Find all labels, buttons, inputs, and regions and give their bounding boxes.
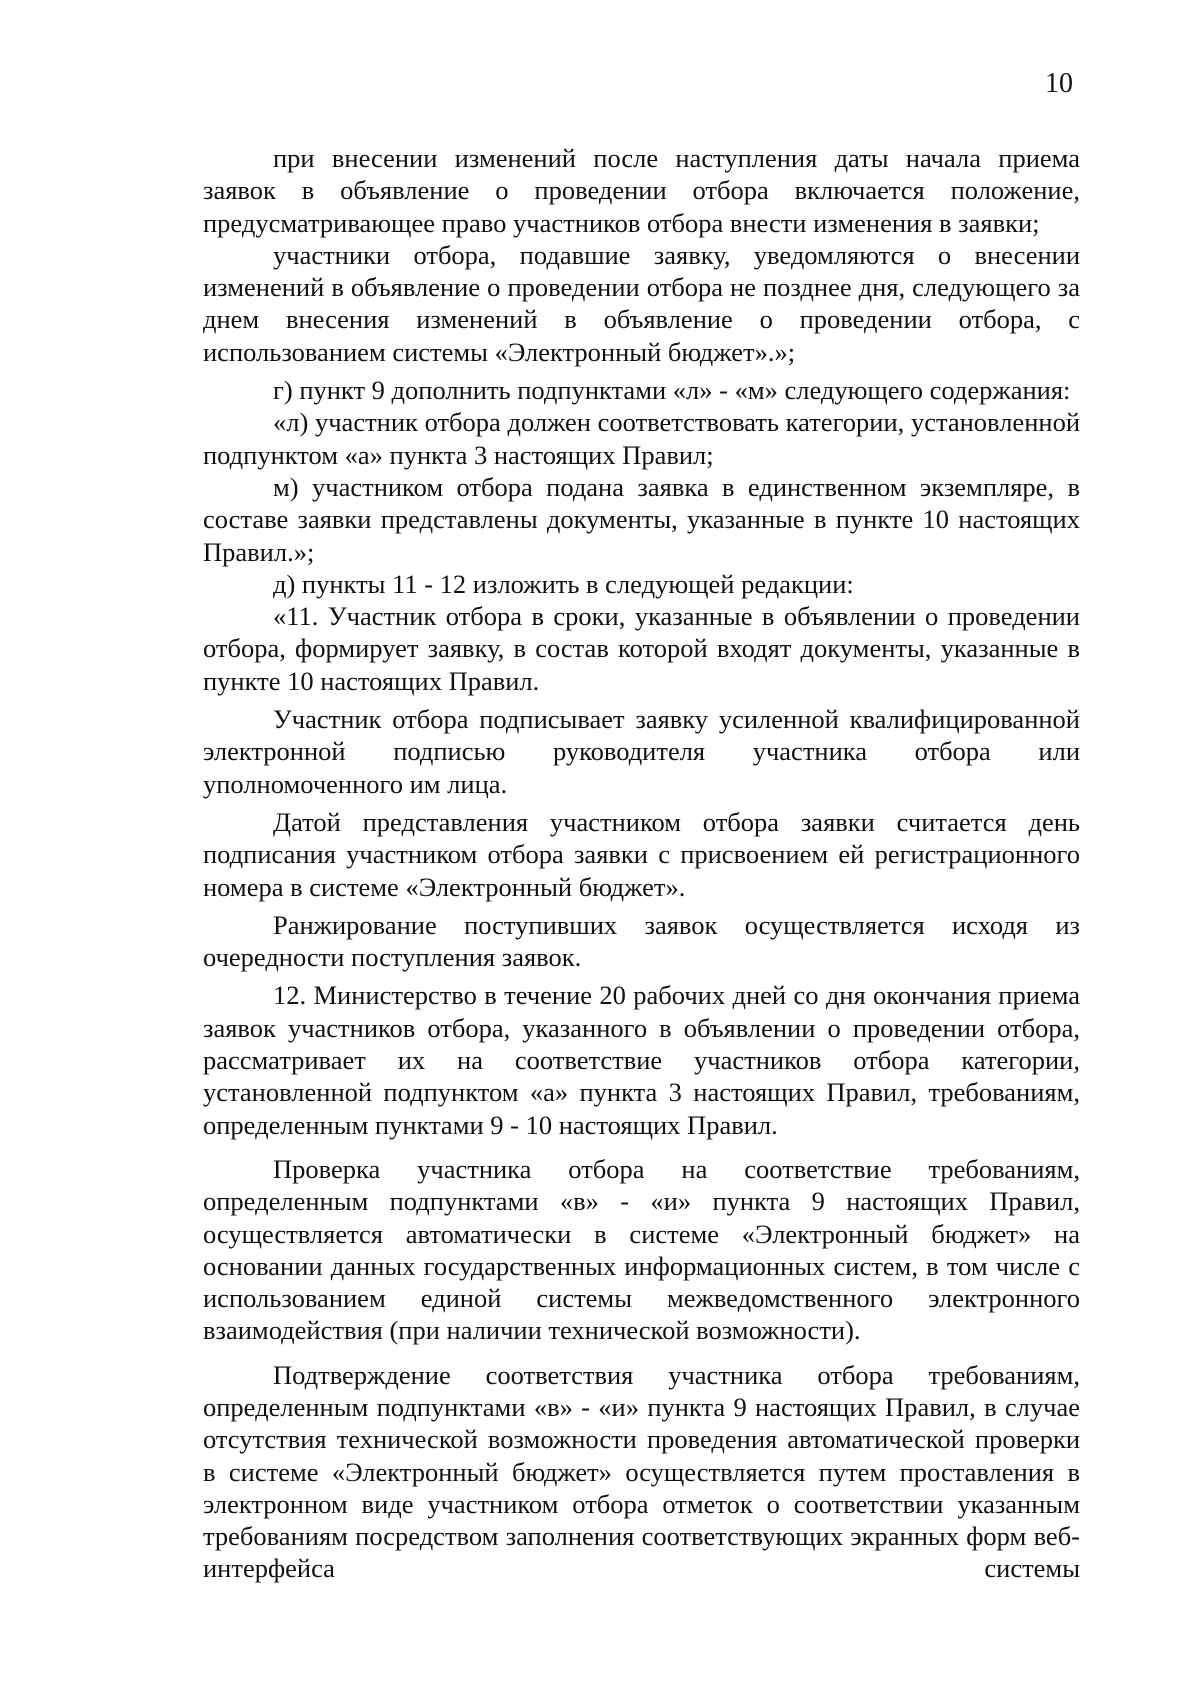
paragraph-subitem-l: «л) участник отбора должен соответствовать категории, установленной подпунктом «а» пункта 3 настоящих Правил;	[203, 407, 1080, 470]
paragraph-submission-date: Датой представления участником отбора заявки считается день подписания участником отбора заявки с присвоением ей регистрационного номера в системе «Электронный бюджет».	[203, 806, 1080, 902]
document-body	[203, 142, 1080, 1585]
paragraph-item-g: г) пункт 9 дополнить подпунктами «л» - «м» следующего содержания:	[273, 375, 1071, 406]
paragraph-signing: Участник отбора подписывает заявку усиленной квалифицированной электронной подписью руководителя участника отбора или уполномоченного им лица.	[203, 704, 1080, 799]
paragraph-item-d: д) пункты 11 - 12 изложить в следующей редакции:	[273, 568, 854, 599]
paragraph-subitem-m: м) участником отбора подана заявка в единственном экземпляре, в составе заявки представлены документы, указанные в пункте 10 настоящих Правил.»;	[203, 471, 1080, 567]
paragraph-clause-11: «11. Участник отбора в сроки, указанные в объявлении о проведении отбора, формирует заявку, в состав которой входят документы, указанные в пункте 10 настоящих Правил.	[203, 601, 1080, 696]
paragraph-amendment-changes: при внесении изменений после наступления даты начала приема заявок в объявление о проведении отбора включается положение, предусматривающее право участников отбора внести изменения в заявки;	[203, 143, 1080, 238]
paragraph-participant-notification: участники отбора, подавшие заявку, уведомляются о внесении изменений в объявление о проведении отбора не позднее дня, следующего за днем внесения изменений в объявление о проведении отбора, с использованием системы «Электронный бюджет».»;	[203, 239, 1080, 367]
paragraph-clause-12: 12. Министерство в течение 20 рабочих дней со дня окончания приема заявок участников отбора, указанного в объявлении о проведении отбора, рассматривает их на соответствие участников отбора категории, установленной подпунктом «а» пункта 3 настоящих Правил, требованиям, определенным пунктами 9 - 10 настоящих Правил.	[203, 980, 1080, 1140]
page-number: 10	[1045, 68, 1073, 99]
paragraph-confirmation: Подтверждение соответствия участника отбора требованиям, определенным подпунктами «в» - «и» пункта 9 настоящих Правил, в случае отсутствия технической возможности проведения автоматической проверки в системе «Электронный бюджет» осуществляется путем проставления в электронном виде участником отбора отметок о соответствии указанным требованиям посредством заполнения соответствующих экранных форм веб-интерфейса системы	[203, 1359, 1080, 1584]
paragraph-automatic-check: Проверка участника отбора на соответствие требованиям, определенным подпунктами «в» - «и» пункта 9 настоящих Правил, осуществляется автоматически в системе «Электронный бюджет» на основании данных государственных информационных систем, в том числе с использованием единой системы межведомственного электронного взаимодействия (при наличии технической возможности).	[203, 1153, 1080, 1346]
paragraph-ranking: Ранжирование поступивших заявок осуществляется исходя из очередности поступления заявок.	[203, 909, 1080, 973]
